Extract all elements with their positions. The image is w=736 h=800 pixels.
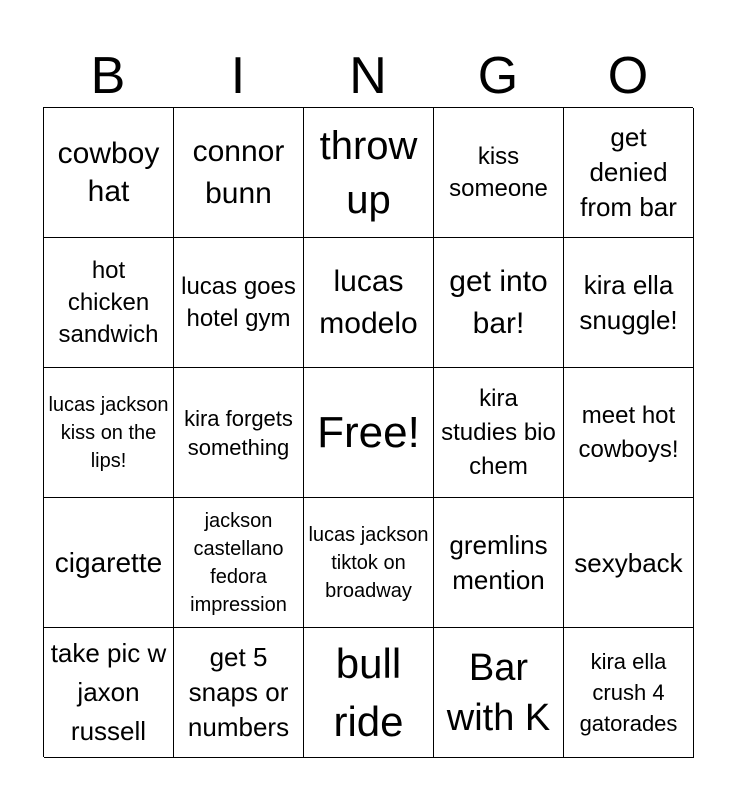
cell-text: kiss someone <box>449 142 548 202</box>
cell-text: bull ride <box>333 639 404 745</box>
bingo-cell[interactable] <box>174 368 304 498</box>
bingo-cell[interactable] <box>564 628 694 758</box>
bingo-cell[interactable] <box>434 108 564 238</box>
cell-text: kira ella snuggle! <box>579 269 678 335</box>
bingo-cell[interactable] <box>434 368 564 498</box>
header-letter-o: O <box>607 47 649 105</box>
cell-text: sexyback <box>574 547 683 578</box>
bingo-cell[interactable] <box>434 628 564 758</box>
cell-text: lucas jackson kiss on the lips! <box>48 393 169 472</box>
cell-text: get into bar! <box>449 264 548 340</box>
cell-text: Free! <box>317 407 420 457</box>
cell-text: kira ella crush 4 gatorades <box>579 649 678 736</box>
bingo-cell[interactable] <box>174 108 304 238</box>
bingo-cell[interactable] <box>304 238 434 368</box>
cell-text: jackson castellano fedora impression <box>190 509 287 616</box>
header-letter-b: B <box>90 47 126 105</box>
bingo-cell[interactable] <box>304 628 434 758</box>
bingo-cell[interactable] <box>174 498 304 628</box>
bingo-cell[interactable] <box>174 628 304 758</box>
cell-text: connor bunn <box>192 134 285 210</box>
cell-text: hot chicken sandwich <box>58 256 159 348</box>
cell-text: throw up <box>319 123 418 222</box>
cell-text: cowboy hat <box>57 136 160 208</box>
bingo-cell[interactable] <box>44 628 174 758</box>
bingo-cell[interactable] <box>434 498 564 628</box>
bingo-cell[interactable] <box>564 238 694 368</box>
bingo-card <box>43 107 693 757</box>
cell-text: kira studies bio chem <box>441 384 556 480</box>
cell-text: lucas jackson tiktok on broadway <box>308 523 429 602</box>
bingo-cell[interactable] <box>44 108 174 238</box>
header-letter-n: N <box>349 47 387 105</box>
free-space[interactable] <box>304 368 434 498</box>
cell-text: kira forgets something <box>184 405 293 460</box>
header-letter-i: I <box>230 47 246 105</box>
cell-text: get denied from bar <box>580 122 677 222</box>
cell-text: gremlins mention <box>449 529 548 595</box>
bingo-cell[interactable] <box>304 498 434 628</box>
bingo-cell[interactable] <box>564 498 694 628</box>
bingo-cell[interactable] <box>564 368 694 498</box>
header-letter-g: G <box>477 47 519 105</box>
bingo-cell[interactable] <box>44 498 174 628</box>
cell-text: cigarette <box>54 546 163 578</box>
bingo-cell[interactable] <box>174 238 304 368</box>
bingo-cell[interactable] <box>304 108 434 238</box>
bingo-cell[interactable] <box>44 238 174 368</box>
cell-text: meet hot cowboys! <box>578 401 679 463</box>
bingo-cell[interactable] <box>434 238 564 368</box>
cell-text: take pic w jaxon russell <box>50 638 167 746</box>
bingo-header <box>43 44 693 108</box>
bingo-cell[interactable] <box>564 108 694 238</box>
cell-text: Bar with K <box>446 646 551 739</box>
bingo-cell[interactable] <box>44 368 174 498</box>
cell-text: get 5 snaps or numbers <box>187 642 290 742</box>
cell-text: lucas modelo <box>319 264 418 340</box>
cell-text: lucas goes hotel gym <box>181 272 296 332</box>
